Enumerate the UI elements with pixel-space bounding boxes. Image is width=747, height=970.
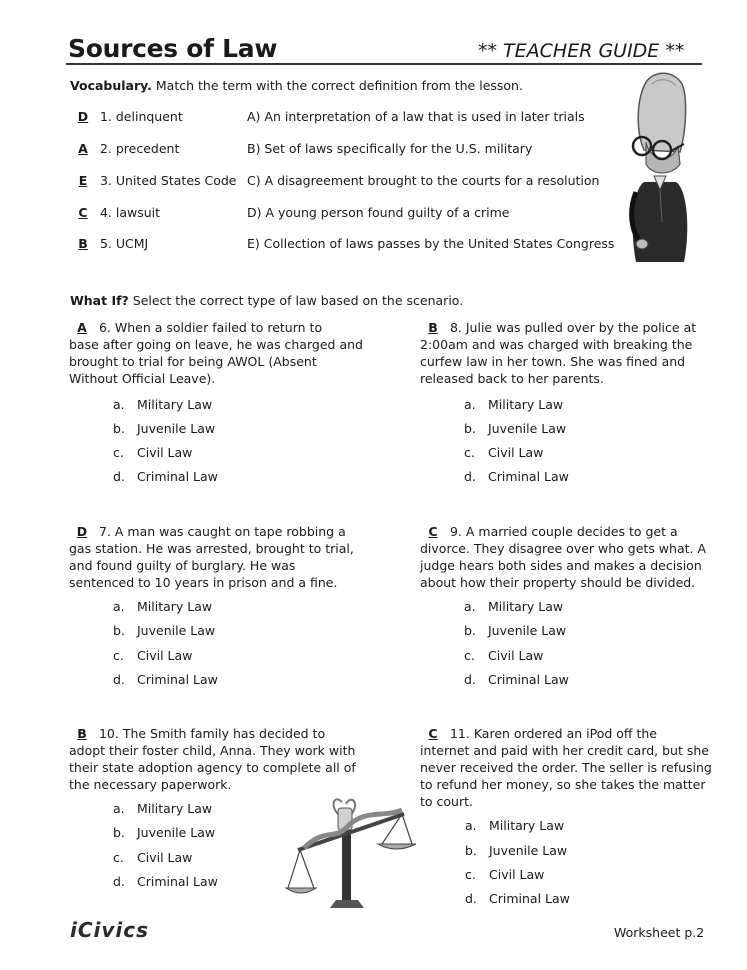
q9-option-b[interactable]: b. Juvenile Law [464, 623, 567, 638]
q9-option-d[interactable]: d. Criminal Law [464, 672, 569, 687]
question-9: C 9. A married couple decides to get a divorce. They disagree over who gets what. A judge hears both sides and makes a decision about how their property should be divided. [420, 524, 707, 590]
q9-option-c[interactable]: c. Civil Law [464, 648, 544, 663]
vocab-term-4: C 4. lawsuit [78, 205, 161, 220]
q8-option-d[interactable]: d. Criminal Law [464, 469, 569, 484]
q10-option-d[interactable]: d. Criminal Law [113, 874, 218, 889]
q10-option-a[interactable]: a. Military Law [113, 801, 213, 816]
q8-option-a[interactable]: a. Military Law [464, 397, 564, 412]
page-number: Worksheet p.2 [614, 925, 705, 940]
vocab-term-5: B 5. UCMJ [78, 236, 149, 251]
q7-option-c[interactable]: c. Civil Law [113, 648, 193, 663]
q7-option-b[interactable]: b. Juvenile Law [113, 623, 216, 638]
question-8: B 8. Julie was pulled over by the police at 2:00am and was charged with breaking the curfew law in her town. She was fined and released back to her parents. [420, 320, 697, 386]
question-11: C 11. Karen ordered an iPod off the internet and paid with her credit card, but she never received the order. The seller is refusing to refund her money, so she takes the matter to court. [420, 726, 712, 809]
scales-of-justice-illustration [284, 788, 418, 916]
vocab-term-2: A 2. precedent [78, 141, 180, 156]
whatif-instruction: What If? Select the correct type of law based on the scenario. [70, 293, 464, 308]
question-10: B 10. The Smith family has decided to adopt their foster child, Anna. They work with their state adoption agency to complete all of the necessary paperwork. [69, 726, 356, 792]
teacher-guide-label: ** TEACHER GUIDE ** [478, 40, 685, 62]
question-7: D 7. A man was caught on tape robbing a gas station. He was arrested, brought to trial, and found guilty of burglary. He was sentenced to 10 years in prison and a fine. [69, 524, 354, 590]
q8-option-c[interactable]: c. Civil Law [464, 445, 544, 460]
vocab-definition-a: A) An interpretation of a law that is used in later trials [247, 109, 585, 124]
question-6: A 6. When a soldier failed to return to base after going on leave, he was charged and brought to trial for being AWOL (Absent Without Official Leave). [69, 320, 363, 386]
vocab-definition-b: B) Set of laws specifically for the U.S. military [247, 141, 533, 156]
q6-option-a[interactable]: a. Military Law [113, 397, 213, 412]
q11-option-b[interactable]: b. Juvenile Law [465, 843, 568, 858]
q10-option-c[interactable]: c. Civil Law [113, 850, 193, 865]
judge-illustration [622, 72, 694, 268]
vocab-definition-d: D) A young person found guilty of a crime [247, 205, 510, 220]
q11-option-d[interactable]: d. Criminal Law [465, 891, 570, 906]
q7-option-a[interactable]: a. Military Law [113, 599, 213, 614]
vocab-instruction: Vocabulary. Match the term with the correct definition from the lesson. [70, 78, 523, 93]
vocab-definition-e: E) Collection of laws passes by the United States Congress [247, 236, 615, 251]
q11-option-a[interactable]: a. Military Law [465, 818, 565, 833]
vocab-term-3: E 3. United States Code [78, 173, 237, 188]
q11-option-c[interactable]: c. Civil Law [465, 867, 545, 882]
vocab-term-1: D 1. delinquent [77, 109, 183, 124]
q7-option-d[interactable]: d. Criminal Law [113, 672, 218, 687]
page-title: Sources of Law [68, 34, 278, 63]
icivics-logo: iCivics [70, 918, 150, 942]
vocab-definition-c: C) A disagreement brought to the courts for a resolution [247, 173, 600, 188]
q6-option-d[interactable]: d. Criminal Law [113, 469, 218, 484]
q9-option-a[interactable]: a. Military Law [464, 599, 564, 614]
title-rule [66, 63, 702, 65]
q6-option-b[interactable]: b. Juvenile Law [113, 421, 216, 436]
q8-option-b[interactable]: b. Juvenile Law [464, 421, 567, 436]
q10-option-b[interactable]: b. Juvenile Law [113, 825, 216, 840]
q6-option-c[interactable]: c. Civil Law [113, 445, 193, 460]
